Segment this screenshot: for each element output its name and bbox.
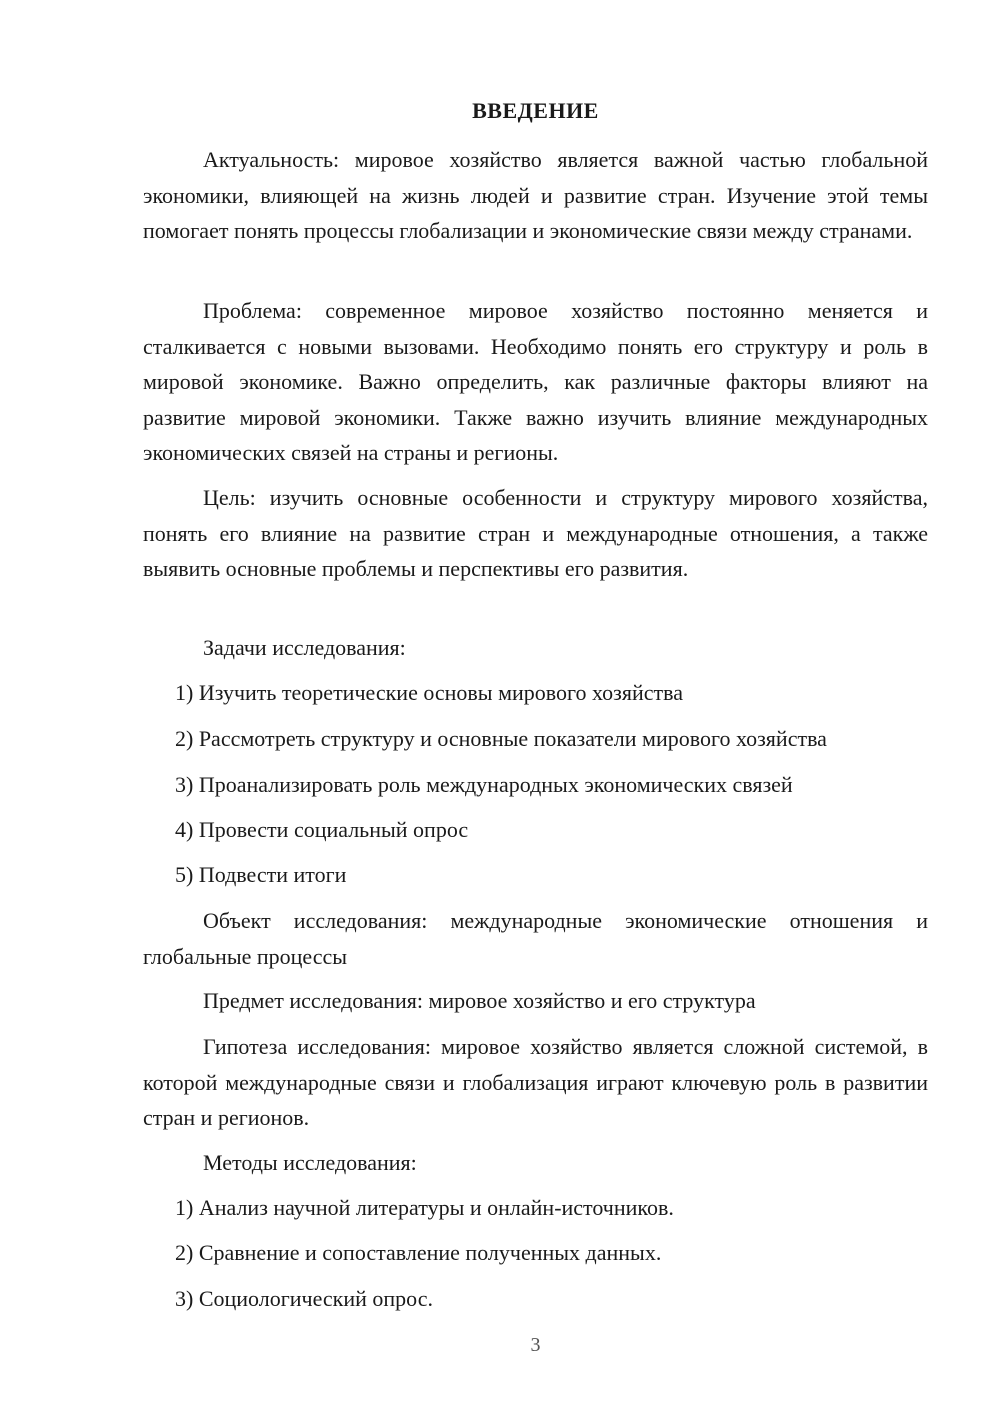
- relevance-paragraph: Актуальность: мировое хозяйство является важной частью глобальной экономики, влияющей на жизнь людей и развитие стран. Изучение этой темы помогает понять процессы глобализации и экономические связи между странами.: [143, 147, 928, 243]
- section-heading: ВВЕДЕНИЕ: [472, 98, 599, 123]
- hypothesis-paragraph: Гипотеза исследования: мировое хозяйство является сложной системой, в которой международные связи и глобализация играют ключевую роль в развитии стран и регионов.: [143, 1034, 928, 1130]
- task-item-3: 3) Проанализировать роль международных экономических связей: [175, 772, 793, 797]
- method-item-2: 2) Сравнение и сопоставление полученных данных.: [175, 1240, 662, 1265]
- document-page: [143, 0, 928, 1414]
- task-item-2: 2) Рассмотреть структуру и основные показатели мирового хозяйства: [175, 726, 827, 751]
- subject-paragraph: Предмет исследования: мировое хозяйство и его структура: [203, 988, 756, 1013]
- method-item-3: 3) Социологический опрос.: [175, 1286, 433, 1311]
- goal-paragraph: Цель: изучить основные особенности и структуру мирового хозяйства, понять его влияние на развитие стран и международные отношения, а также выявить основные проблемы и перспективы его развития.: [143, 485, 928, 581]
- problem-paragraph: Проблема: современное мировое хозяйство постоянно меняется и сталкивается с новыми вызовами. Необходимо понять его структуру и роль в мировой экономике. Важно определить, как различные факторы влияют на развитие мировой экономики. Также важно изучить влияние международных экономических связей на страны и регионы.: [143, 298, 928, 465]
- task-item-1: 1) Изучить теоретические основы мирового хозяйства: [175, 680, 683, 705]
- task-item-4: 4) Провести социальный опрос: [175, 817, 469, 842]
- tasks-label: Задачи исследования:: [203, 635, 406, 660]
- task-item-5: 5) Подвести итоги: [175, 862, 347, 887]
- page-number: 3: [530, 1334, 541, 1356]
- object-paragraph: Объект исследования: международные экономические отношения и глобальные процессы: [143, 908, 928, 969]
- method-item-1: 1) Анализ научной литературы и онлайн-источников.: [175, 1195, 674, 1220]
- methods-label: Методы исследования:: [203, 1150, 417, 1175]
